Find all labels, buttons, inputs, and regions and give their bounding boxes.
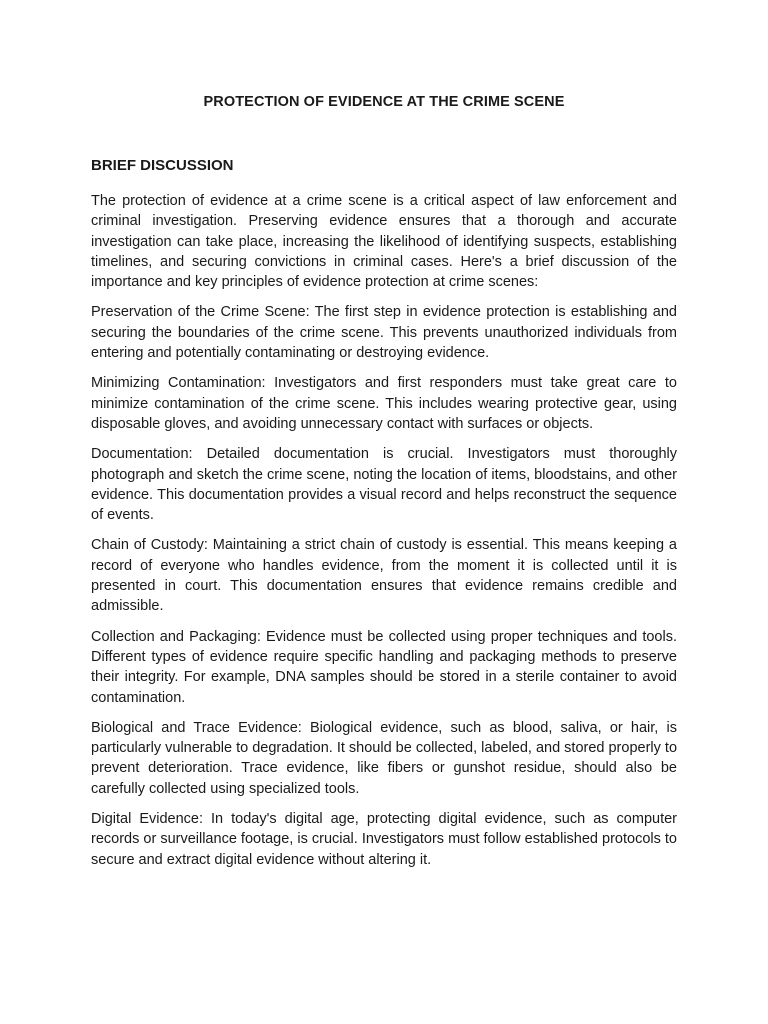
paragraph-collection-packaging: Collection and Packaging: Evidence must be collected using proper techniques and tools. Different types of evidence require specific handling and packaging methods to preserve their integrity. For example, DNA samples should be stored in a sterile container to avoid contamination. [91, 628, 677, 706]
paragraph-documentation: Documentation: Detailed documentation is crucial. Investigators must thoroughly photograph and sketch the crime scene, noting the location of items, bloodstains, and other evidence. This documentation provides a visual record and helps reconstruct the sequence of events. [91, 446, 677, 524]
paragraph-chain-of-custody: Chain of Custody: Maintaining a strict chain of custody is essential. This means keeping a record of everyone who handles evidence, from the moment it is collected until it is presented in court. This documentation ensures that evidence remains credible and admissible. [91, 537, 677, 615]
document-title: PROTECTION OF EVIDENCE AT THE CRIME SCENE [203, 94, 565, 110]
intro-paragraph: The protection of evidence at a crime scene is a critical aspect of law enforcement and criminal investigation. Preserving evidence ensures that a thorough and accurate investigation can take place, increasing the likelihood of identifying suspects, establishing timelines, and securing convictions in criminal cases. Here's a brief discussion of the importance and key principles of evidence protection at crime scenes: [91, 193, 677, 291]
paragraph-preservation: Preservation of the Crime Scene: The first step in evidence protection is establishing and securing the boundaries of the crime scene. This prevents unauthorized individuals from entering and potentially contaminating or destroying evidence. [91, 304, 677, 362]
paragraph-contamination: Minimizing Contamination: Investigators and first responders must take great care to minimize contamination of the crime scene. This includes wearing protective gear, using disposable gloves, and avoiding unnecessary contact with surfaces or objects. [91, 375, 677, 432]
paragraph-digital-evidence: Digital Evidence: In today's digital age, protecting digital evidence, such as computer records or surveillance footage, is crucial. Investigators must follow established protocols to secure and extract digital evidence without altering it. [91, 811, 677, 868]
document-page [91, 92, 677, 870]
section-heading: BRIEF DISCUSSION [91, 157, 234, 174]
paragraph-biological-trace: Biological and Trace Evidence: Biological evidence, such as blood, saliva, or hair, is particularly vulnerable to degradation. It should be collected, labeled, and stored properly to prevent deterioration. Trace evidence, like fibers or gunshot residue, should also be carefully collected using specialized tools. [91, 719, 678, 797]
